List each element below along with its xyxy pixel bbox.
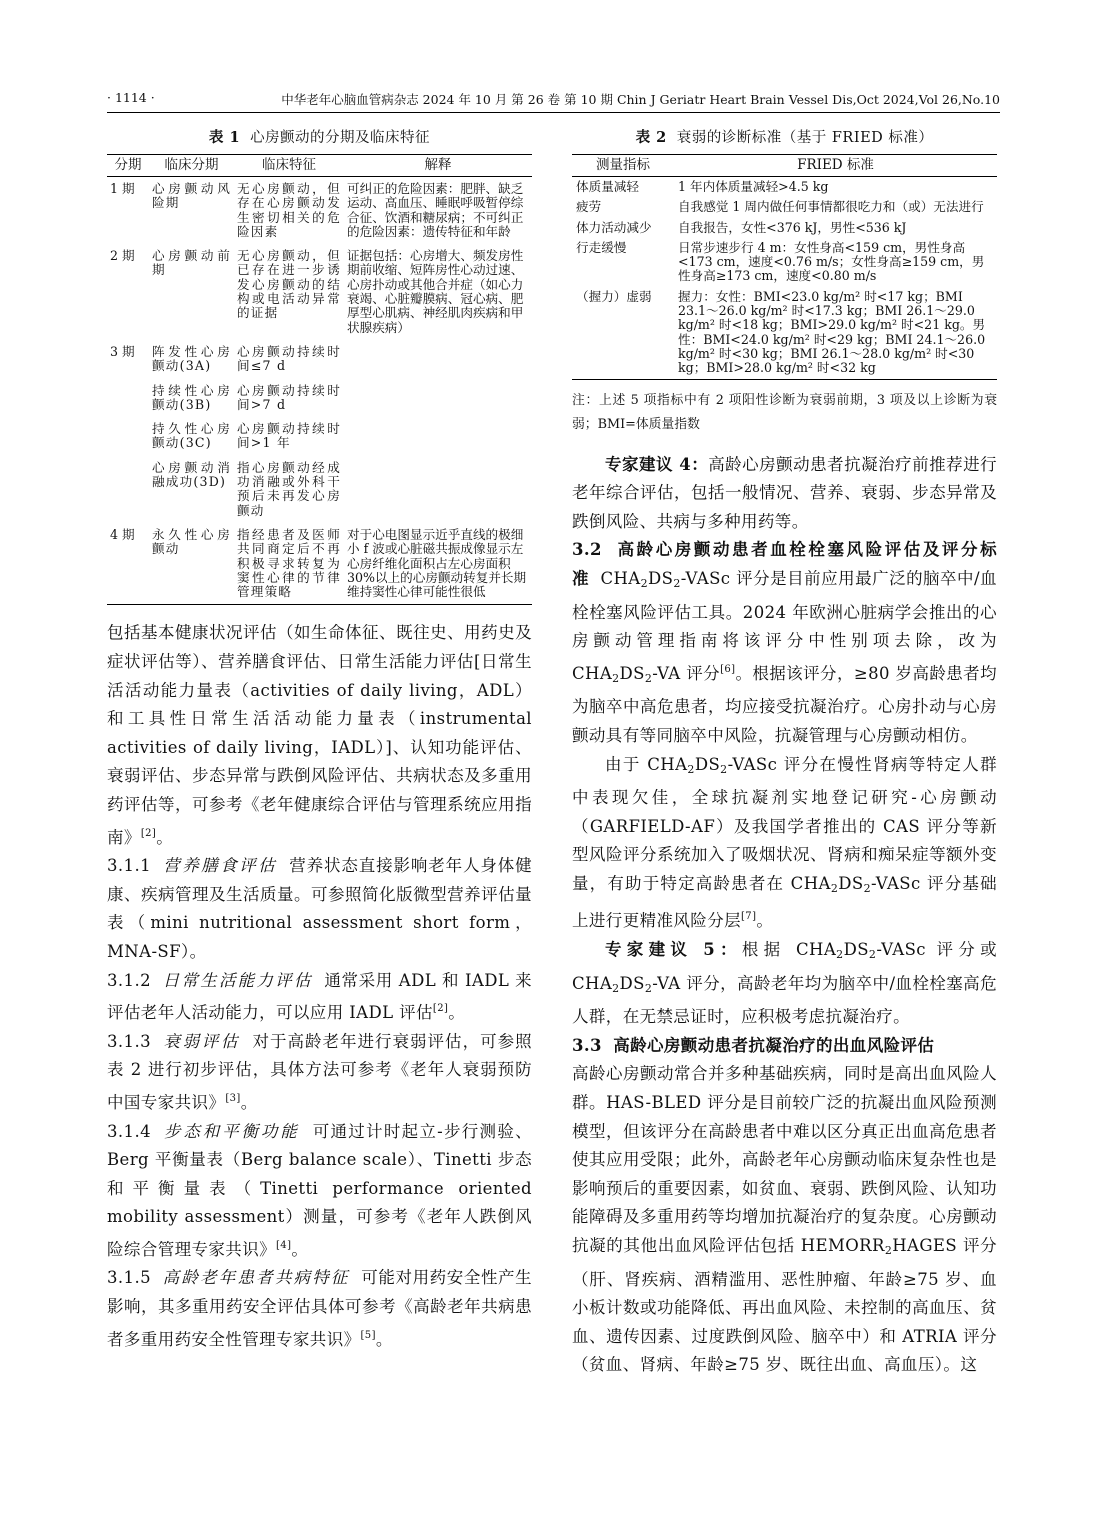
table1-header: 解释 <box>344 155 532 177</box>
subsection-3-1-1 <box>107 852 532 966</box>
subsection-3-1-5: 3.1.5 高龄老年患者共病特征 可能对用药安全性产生影响，其多重用药安全评估具体可参考《高龄老年共病患者多重用药安全性管理专家共识》[5]。 <box>107 1268 533 1349</box>
table-row <box>107 523 532 605</box>
table-cell: 3 期 <box>110 343 135 359</box>
table-row <box>572 197 997 217</box>
table-cell: 4 期 <box>107 523 149 605</box>
section-title: 高龄心房颤动患者血栓栓塞风险评估及评分标准 <box>572 540 997 588</box>
left-column <box>107 128 532 1354</box>
table-row <box>572 218 997 238</box>
table-cell: 2 期 <box>110 248 135 264</box>
paragraph-text: 对于高龄老年进行衰弱评估，可参照表 2 进行初步评估，具体方法可参考《老年人衰弱预防中国专家共识》 <box>107 1031 532 1112</box>
text-fragment: 。 <box>756 911 774 931</box>
table-row <box>107 340 532 379</box>
table-row <box>107 417 532 456</box>
table-row <box>572 287 997 379</box>
section-title: 高龄心房颤动患者抗凝治疗的出血风险评估 <box>613 1035 935 1055</box>
paragraph-text: 可通过计时起立-步行测验、Berg 平衡量表（Berg balance scale）、Tinetti 步态和平衡量表（Tinetti performance oriented mobility assessment）测量，可参考《老年人跌倒风险综合管理专家共识》 <box>107 1121 533 1259</box>
text-fragment: -VASc 评分基础上进行更精准风险分层 <box>572 873 997 931</box>
table-cell: 1 期 <box>110 181 135 196</box>
table-cell: 心房颤动持续时间≤7 d <box>237 343 341 374</box>
table1 <box>107 154 532 605</box>
text-fragment: -VASc 评分或 CHA <box>572 940 997 993</box>
table-cell: 无心房颤动，但已存在进一步诱发心房颤动的结构或电活动异常的证据 <box>237 248 341 321</box>
table-row <box>572 238 997 287</box>
text-fragment: 高龄心房颤动常合并多种基础疾病，同时是高出血风险人群。HAS-BLED 评分是目前较广泛的抗凝出血风险预测模型，但该评分在高龄患者中难以区分真正出血高危患者使其应用受限；此外，高龄老年心房颤动临床复杂性也是影响预后的重要因素，如贫血、衰弱、跌倒风险、认知功能障碍及多重用药等均增加抗凝治疗的复杂度。心房颤动抗凝的其他出血风险评估包括 HEMORR <box>572 1064 997 1255</box>
table1-header: 临床分期 <box>149 155 234 177</box>
paragraph-text: 可能对用药安全性产生影响，其多重用药安全评估具体可参考《高龄老年共病患者多重用药安全性管理专家共识》 <box>107 1268 533 1349</box>
text-fragment: HAGES 评分（肝、肾疾病、酒精滥用、恶性肿瘤、年龄≥75 岁、血小板计数或功能降低、再出血风险、未控制的高血压、贫血、遗传因素、过度跌倒风险、脑卒中）和 ATRIA 评分（贫血、肾病、年龄≥75 岁、既往出血、高血压）。这 <box>572 1236 997 1375</box>
citation-ref: [5] <box>360 1329 376 1341</box>
page-number: · 1114 · <box>107 90 155 105</box>
text-fragment: CHA <box>600 568 641 588</box>
text-fragment: -VA 评分，高龄老年均为脑卒中/血栓栓塞高危人群，在无禁忌证时，应积极考虑抗凝治疗。 <box>572 973 997 1027</box>
section-number: 3.1.5 <box>107 1268 151 1288</box>
expert-recommendation-5 <box>572 936 997 1032</box>
subscript: 2 <box>644 671 653 685</box>
table-row <box>107 379 532 418</box>
text-fragment: DS <box>843 940 869 960</box>
text-fragment: 由于 CHA <box>605 754 688 774</box>
table1-title: 心房颤动的分期及临床特征 <box>250 130 431 146</box>
section-number: 3.3 <box>572 1035 602 1055</box>
section-number: 3.1.4 <box>107 1121 151 1141</box>
table-cell <box>344 379 532 418</box>
table-cell <box>344 340 532 379</box>
subscript: 2 <box>836 948 844 962</box>
table1-header: 临床特征 <box>234 155 344 177</box>
section-number: 3.1.3 <box>107 1031 151 1051</box>
table-cell <box>107 417 149 456</box>
section-title: 步态和平衡功能 <box>164 1121 300 1141</box>
text-fragment: DS <box>619 973 645 993</box>
citation-ref: [2] <box>432 1003 449 1015</box>
table-cell: 行走缓慢 <box>576 239 627 255</box>
subscript: 2 <box>868 948 877 962</box>
subsection-3-1-2: 3.1.2 日常生活能力评估 通常采用 ADL 和 IADL 来评估老年人活动能力，可以应用 IADL 评估[2]。 <box>107 970 532 1023</box>
section-3-3-body <box>572 1060 997 1380</box>
section-title: 日常生活能力评估 <box>162 970 313 990</box>
table-cell: 指经患者及医师共同商定后不再积极寻求转复为窦性心律的节律管理策略 <box>234 523 344 605</box>
text-fragment: DS <box>838 873 864 893</box>
table-cell <box>107 379 149 418</box>
table-cell: 心房颤动持续时间>7 d <box>237 382 341 412</box>
table-cell <box>344 456 532 523</box>
expert-recommendation-4 <box>572 451 997 537</box>
table-cell: 体质量减轻 <box>576 179 639 194</box>
table-cell: 对于心电图显示近乎直线的极细小 f 波或心脏磁共振成像显示左心房纤维化面积占左心房面积 30%以上的心房颤动转复并长期维持窦性心律可能性很低 <box>344 523 532 605</box>
recommendation-label: 专家建议 4： <box>605 454 709 474</box>
paragraph-text: 高龄心房颤动患者抗凝治疗前推荐进行老年综合评估，包括一般情况、营养、衰弱、步态异常及跌倒风险、共病与多种用药等。 <box>572 454 997 531</box>
subsection-3-1-3: 3.1.3 衰弱评估 对于高龄老年进行衰弱评估，可参照表 2 进行初步评估，具体方法可参考《老年人衰弱预防中国专家共识》[3]。 <box>107 1031 532 1112</box>
section-title: 高龄老年患者共病特征 <box>162 1268 350 1288</box>
table-row <box>107 244 532 340</box>
table-cell <box>344 417 532 456</box>
subscript: 2 <box>612 671 620 685</box>
subscript: 2 <box>830 881 839 895</box>
section-number: 3.2 <box>572 540 602 560</box>
subscript: 2 <box>640 576 649 590</box>
section-number: 3.1.1 <box>107 856 151 876</box>
table-cell: 持续性心房颤动(3B) <box>152 382 231 412</box>
section-3-3-heading <box>572 1032 997 1061</box>
subscript: 2 <box>884 1244 893 1257</box>
text-fragment: DS <box>648 568 674 588</box>
subsection-3-1-4: 3.1.4 步态和平衡功能 可通过计时起立-步行测验、Berg 平衡量表（Berg balance scale）、Tinetti 步态和平衡量表（Tinetti performance oriented mobility assessment）测量，可参考《老年人跌倒风险综合管理专家共识》[4]。 <box>107 1121 533 1259</box>
table-cell: 疲劳 <box>576 199 602 215</box>
paragraph-text: 包括基本健康状况评估（如生命体征、既往史、用药史及症状评估等）、营养膳食评估、日常生活能力评估[日常生活活动能力量表（activities of daily living，ADL）和工具性日常生活活动能力量表（instrumental activities of daily living，IADL）]、认知功能评估、衰弱评估、步态异常与跌倒风险评估、共病状态及多重用药评估等，可参考《老年健康综合评估与管理系统应用指南》 <box>107 623 532 847</box>
body-paragraph <box>572 751 997 937</box>
section-title: 衰弱评估 <box>163 1031 240 1051</box>
citation-ref: [4] <box>276 1239 292 1251</box>
table-cell: 1 年内体质量减轻>4.5 kg <box>678 179 829 194</box>
table-cell: 体力活动减少 <box>576 219 652 235</box>
section-number: 3.1.2 <box>107 970 151 990</box>
table-cell: 自我感觉 1 周内做任何事情都很吃力和（或）无法进行 <box>678 199 984 215</box>
table2-title: 衰弱的诊断标准（基于 FRIED 标准） <box>676 130 934 146</box>
paragraph-text: 通常采用 ADL 和 IADL 来评估老年人活动能力，可以应用 IADL 评估 <box>107 970 532 1023</box>
citation-ref: [6] <box>720 663 736 675</box>
table-cell: 心房颤动消融成功(3D) <box>152 459 231 490</box>
text-fragment: DS <box>619 663 645 683</box>
right-column <box>572 128 997 1380</box>
text-fragment: -VASc 评分是目前应用最广泛的脑卒中/血栓栓塞风险评估工具。2024 年欧洲心脏病学会推出的心房颤动管理指南将该评分中性别项去除，改为 CHA <box>572 568 997 683</box>
table-cell: 可纠正的危险因素：肥胖、缺乏运动、高血压、睡眠呼吸暂停综合征、饮酒和糖尿病；不可纠正的危险因素：遗传特征和年龄 <box>347 181 524 239</box>
table-cell: 无心房颤动，但存在心房颤动发生密切相关的危险因素 <box>237 181 341 239</box>
text-fragment: 根据 CHA <box>741 940 837 960</box>
recommendation-label: 专家建议 5： <box>605 940 742 960</box>
table-cell: 心房颤动持续时间>1 年 <box>237 421 341 451</box>
running-header <box>107 90 1000 108</box>
subscript: 2 <box>612 981 620 995</box>
table-cell: （握力）虚弱 <box>572 287 674 379</box>
text-fragment: 。根据该评分，≥80 岁高龄患者均为脑卒中高危患者，均应接受抗凝治疗。心房扑动与心房颤动具有等同脑卒中风险，抗凝管理与心房颤动相仿。 <box>572 663 997 745</box>
subscript: 2 <box>720 762 728 776</box>
table-row <box>107 177 532 245</box>
table-cell: 心房颤动前期 <box>152 248 231 278</box>
table-cell: 证据包括：心房增大、频发房性期前收缩、短阵房性心动过速、心房扑动或其他合并症（如心力衰竭、心脏瓣膜病、冠心病、肥厚型心肌病、神经肌肉疾病和甲状腺疾病） <box>347 248 524 335</box>
table-cell: 日常步速步行 4 m：女性身高<159 cm，男性身高<173 cm，速度<0.76 m/s；女性身高≥159 cm，男性身高≥173 cm，速度<0.80 m/s <box>678 239 985 284</box>
table1-number: 表 1 <box>208 129 241 146</box>
table2 <box>572 154 997 380</box>
table-cell: 永久性心房颤动 <box>149 523 234 605</box>
table1-header: 分期 <box>107 155 149 177</box>
table2-caption <box>572 128 997 148</box>
text-fragment: -VA 评分 <box>652 663 721 683</box>
citation-ref: [7] <box>741 911 757 923</box>
journal-citation: 中华老年心脑血管病杂志 2024 年 10 月 第 26 卷 第 10 期 Chin J Geriatr Heart Brain Vessel Dis,Oct 2024,Vol 26,No.10 <box>281 92 1000 107</box>
citation-ref: [2] <box>140 827 157 839</box>
table2-note: 注：上述 5 项指标中有 2 项阳性诊断为衰弱前期，3 项及以上诊断为衰弱；BMI=体质量指数 <box>572 392 997 432</box>
table2-number: 表 2 <box>635 129 667 146</box>
text-fragment: -VASc 评分在慢性肾病等特定人群中表现欠佳，全球抗凝剂实地登记研究-心房颤动（GARFIELD-AF）及我国学者推出的 CAS 评分等新型风险评分系统加入了吸烟状况、肾病和痴呆症等额外变量，有助于特定高龄患者在 CHA <box>572 754 998 893</box>
subscript: 2 <box>673 576 681 590</box>
subscript: 2 <box>863 881 871 895</box>
table-cell <box>107 456 149 523</box>
table-row <box>107 456 532 523</box>
table-cell: 指心房颤动经成功消融或外科干预后未再发心房颤动 <box>237 459 341 518</box>
section-title: 营养膳食评估 <box>163 856 278 876</box>
table-row <box>572 177 997 198</box>
subscript: 2 <box>644 981 653 995</box>
subscript: 2 <box>687 762 695 776</box>
table2-header: FRIED 标准 <box>674 155 997 177</box>
table-cell: 阵发性心房颤动(3A) <box>152 343 231 374</box>
table-cell: 自我报告，女性<376 kJ，男性<536 kJ <box>678 219 907 235</box>
header-rule <box>107 112 1000 113</box>
table-cell: 心房颤动风险期 <box>152 181 231 211</box>
section-3-2 <box>572 536 997 750</box>
table-cell: 持久性心房颤动(3C) <box>152 421 231 451</box>
body-paragraph: 包括基本健康状况评估（如生命体征、既往史、用药史及症状评估等）、营养膳食评估、日常生活能力评估[日常生活活动能力量表（activities of daily living，ADL）和工具性日常生活活动能力量表（instrumental activities of daily living，IADL）]、认知功能评估、衰弱评估、步态异常与跌倒风险评估、共病状态及多重用药评估等，可参考《老年健康综合评估与管理系统应用指南》[2]。 <box>107 623 532 847</box>
table-cell: 握力：女性：BMI<23.0 kg/m² 时<17 kg；BMI 23.1～26.0 kg/m² 时<17.3 kg；BMI 26.1～29.0 kg/m² 时<18 kg；BMI>29.0 kg/m² 时<21 kg。男性：BMI<24.0 kg/m² 时<29 kg；BMI 24.1～26.0 kg/m² 时<30 kg；BMI 26.1～28.0 kg/m² 时<30 kg；BMI>28.0 kg/m² 时<32 kg <box>674 287 997 379</box>
table2-header: 测量指标 <box>572 155 674 177</box>
text-fragment: DS <box>694 754 721 774</box>
paragraph-text: 营养状态直接影响老年人身体健康、疾病管理及生活质量。可参照简化版微型营养评估量表（mini nutritional assessment short form，MNA-SF）。 <box>107 856 532 961</box>
table1-caption <box>107 128 532 148</box>
citation-ref: [3] <box>225 1092 241 1104</box>
